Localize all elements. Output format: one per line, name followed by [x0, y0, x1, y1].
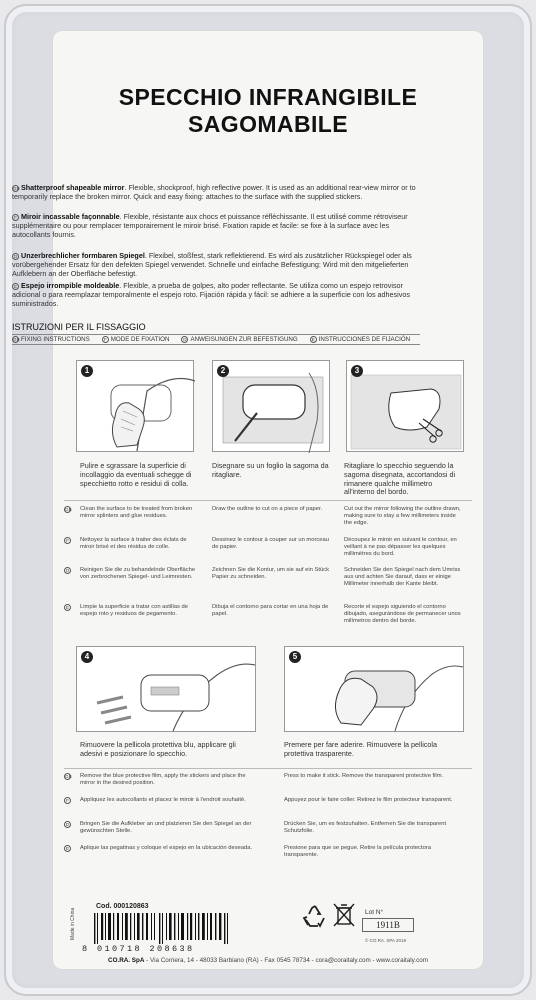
step-number: 3	[351, 365, 363, 377]
lang-badge-icon: F	[64, 537, 73, 546]
step1-caption-d: Reinigen Sie die zu behandelnde Oberfläche von zerbrochenen Spiegel- und Leimresten.	[80, 567, 196, 580]
step2-caption-f: Dessinez le contour à couper sur un morceau de papier.	[212, 537, 329, 550]
step2-caption-gb: Draw the outline to cut on a piece of paper.	[212, 506, 323, 512]
step3-illustration	[346, 360, 464, 452]
lang-badge-icon: E	[65, 846, 70, 851]
step3-caption-d: Schneiden Sie den Spiegel nach dem Umriss aus und achten Sie darauf, dass er einige Millimeter innerhalb der Kante bleibt.	[344, 567, 461, 587]
instructions-d: D ANWEISUNGEN ZUR BEFESTIGUNG	[183, 336, 298, 343]
instructions-gb: GBFIXING INSTRUCTIONS	[13, 336, 90, 343]
step1-illustration	[76, 360, 194, 452]
description-e: E Espejo irrompible moldeable. Flexible, a prueba de golpes, alto poder reflectante. Se utiliza como un espejo retrovisor adicional o para reemplazar temporalmente el espejo roto. Fijación rápida y fácil: se adhiere a la superficie con los adhesivos suministrados.	[12, 281, 410, 309]
step-number: 2	[217, 365, 229, 377]
crossed-bin-icon	[333, 902, 355, 928]
step5-caption-e: Presione para que se pegue. Retire la película protectora transparente.	[284, 845, 431, 858]
step-number: 4	[81, 651, 93, 663]
lot-label: Lot N°	[365, 909, 384, 916]
step2-illustration	[212, 360, 330, 452]
instructions-title: ISTRUZIONI PER IL FISSAGGIO	[12, 322, 146, 332]
step2-caption-d: Zeichnen Sie die Kontur, um sie auf ein Stück Papier zu schneiden.	[212, 567, 329, 580]
step3-caption-f: Découpez le miroir en suivant le contour, en veillant à ne pas dépasser les quelques millimètres du bord.	[344, 537, 457, 557]
step4-caption-gb: Remove the blue protective film, apply the stickers and place the mirror in the desired position.	[80, 773, 246, 786]
lang-badge-icon: D	[65, 568, 70, 573]
recycle-icon	[302, 904, 328, 928]
step-number: 1	[81, 365, 93, 377]
step5-caption-d: Drücken Sie, um es festzuhalten. Entfernen Sie die transparent Schutzfolie.	[284, 821, 447, 834]
product-title-line2: SAGOMABILE	[188, 111, 348, 137]
product-code: Cod. 000120863	[96, 903, 149, 910]
divider	[64, 500, 472, 501]
step1-caption-e: Limpie la superficie a tratar con astillas de espejo roto y residuos de pegamento.	[80, 604, 188, 617]
step1-caption-f: Nettoyez la surface à traiter des éclats de miroir brisé et des résidus de colle.	[80, 537, 187, 550]
step-number: 5	[289, 651, 301, 663]
lang-badge-icon: D	[65, 822, 70, 827]
step3-caption-gb: Cut out the mirror following the outline drawn, making sure to stay a few millimeters inside the edge.	[344, 506, 461, 526]
lang-badge-icon: D	[13, 253, 18, 259]
hand-cleaning-icon	[77, 361, 195, 453]
step1-caption-it: Pulire e sgrassare la superficie di incollaggio da eventuali schegge di specchietto rotto e residui di colla.	[80, 461, 192, 488]
product-title-line1: SPECCHIO INFRANGIBILE	[118, 84, 418, 110]
step4-illustration	[76, 646, 256, 732]
lang-badge-icon: E	[65, 605, 70, 610]
lang-badge-icon: GB	[65, 774, 72, 779]
step4-caption-it: Rimuovere la pellicola protettiva blu, applicare gli adesivi e posizionare lo specchio.	[80, 740, 236, 758]
lang-badge-icon: GB	[13, 336, 20, 342]
step1-caption-gb: Clean the surface to be treated from broken mirror splinters and glue residues.	[80, 506, 193, 519]
step5-caption-f: Appuyez pour le faire coller. Retirez le film protecteur transparent.	[284, 797, 453, 803]
step5-illustration	[284, 646, 464, 732]
description-d: D Unzerbrechlicher formbaren Spiegel. Flexibel, stoßfest, stark reflektierend. Es wird als zusätzlicher Rückspiegel oder als vorübergehender Ersatz für den defekten Spiegel verwendet. Schnelle und einfache Befestigung: Wird mit den mitgelieferten Aufklebern an der Oberfläche befestigt.	[12, 251, 412, 279]
footer-company-info: CO.RA. SpA - Via Corriera, 14 - 48033 Barbiano (RA) - Fax 0545 78734 - cora@coraitaly.com - www.coraitaly.com	[108, 957, 428, 964]
lang-badge-icon: E	[311, 336, 315, 342]
lang-badge-icon: GB	[13, 185, 20, 191]
step3-caption-e: Recorte el espejo siguiendo el contorno dibujado, asegurándose de permanecer unos milímetros dentro del borde.	[344, 604, 461, 624]
description-gb: GBShatterproof shapeable mirror. Flexible, shockproof, high reflective power. It is used as an additional rear-view mirror or to temporarily replace the broken mirror. Quick and easy fixing: attaches to the surface with the supplied stickers.	[12, 183, 416, 202]
scissors-cutting-icon	[347, 361, 465, 453]
instructions-e: E INSTRUCCIONES DE FIJACIÓN	[311, 336, 411, 343]
step3-caption-it: Ritagliare lo specchio seguendo la sagoma disegnata, accortandosi di rimanere qualche millimetro all'interno del bordo.	[344, 461, 456, 497]
divider	[64, 768, 472, 769]
lang-badge-icon: F	[64, 797, 73, 806]
step5-caption-it: Premere per fare aderire. Rimuovere la pellicola protettiva trasparente.	[284, 740, 438, 758]
lang-badge-icon: F	[12, 214, 19, 221]
lang-badge-icon: F	[102, 336, 109, 343]
barcode-digits: 8 010718 208638	[82, 944, 195, 954]
lot-number: 1911B	[362, 918, 414, 932]
step4-caption-f: Appliquez les autocollants et placez le miroir à l'endroit souhaité.	[80, 797, 246, 803]
lang-badge-icon: D	[183, 336, 187, 342]
instructions-f: F MODE DE FIXATION	[102, 335, 170, 344]
barcode-icon	[92, 913, 232, 944]
paper-outline-icon	[213, 361, 331, 453]
step2-caption-it: Disegnare su un foglio la sagoma da ritagliare.	[212, 461, 329, 479]
copyright: © CO.RA. SPA 2019	[365, 938, 407, 943]
description-f: F Miroir incassable façonnable. Flexible, résistante aux chocs et puissance réfléchissante. Il est utilisé comme rétroviseur supplémentaire ou pour remplacer temporairement le miroir brisé. Fixation rapide et facile: se fixe à la surface avec les autocollants fournis.	[12, 212, 408, 240]
step5-caption-gb: Press to make it stick. Remove the transparent protective film.	[284, 773, 444, 779]
made-in-label: Made in China	[70, 907, 76, 940]
step2-caption-e: Dibuja el contorno para cortar en una hoja de papel.	[212, 604, 329, 617]
step4-caption-d: Bringen Sie die Aufkleber an und platzieren Sie den Spiegel an der gewünschten Stelle.	[80, 821, 252, 834]
hand-pressing-icon	[285, 647, 465, 733]
stickers-mirror-icon	[77, 647, 257, 733]
instructions-language-bar	[12, 334, 420, 345]
lang-badge-icon: E	[13, 283, 18, 289]
lang-badge-icon: GB	[65, 507, 72, 512]
step4-caption-e: Aplique las pegatinas y coloque el espejo en la ubicación deseada.	[80, 845, 253, 851]
